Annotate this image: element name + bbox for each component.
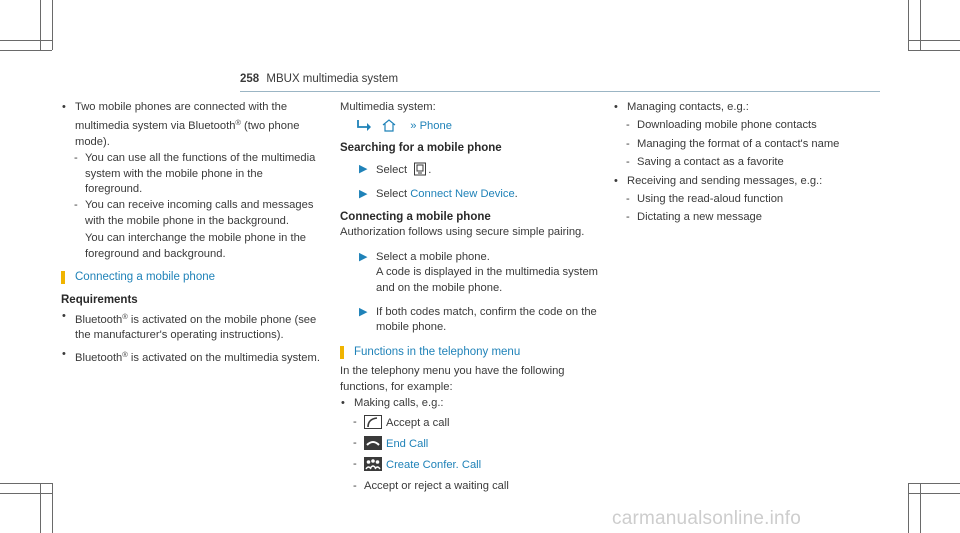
crop-mark — [920, 483, 921, 533]
crop-mark — [0, 50, 52, 51]
crop-mark — [40, 0, 41, 50]
step: ▶ Select a mobile phone. A code is displayed in the multimedia system and on the mobile phone. — [359, 250, 598, 294]
end-call-icon — [364, 436, 382, 450]
end-call-link[interactable]: End Call — [386, 437, 429, 450]
list-item: - End Call — [353, 436, 429, 450]
create-conference-link[interactable]: Create Confer. Call — [386, 459, 482, 472]
list-item: - Managing the format of a contact's name — [626, 137, 840, 150]
step-arrow-icon: ▶ — [359, 187, 368, 200]
crop-mark — [920, 0, 921, 50]
list-item: • Bluetooth® is activated on the multimedia system. — [61, 347, 323, 366]
nav-path — [340, 118, 602, 134]
page-header — [240, 73, 398, 85]
list-item: - Create Confer. Call — [353, 458, 482, 472]
crop-mark — [908, 483, 960, 484]
paragraph: In the telephony menu you have the following functions, for example: — [340, 365, 565, 393]
column-middle — [340, 100, 602, 494]
phone-search-icon — [413, 162, 427, 176]
step-arrow-icon: ▶ — [359, 306, 368, 319]
crop-mark — [40, 483, 41, 533]
subheading: Requirements — [61, 294, 138, 307]
nav-phone: Phone — [419, 120, 452, 133]
list-item: - Saving a contact as a favorite — [626, 156, 784, 169]
watermark: carmanualsonline.info — [612, 508, 802, 529]
crop-mark — [0, 493, 52, 494]
list-item: • Bluetooth® is activated on the mobile phone (see the manufacturer's operating instructions). — [61, 309, 323, 344]
step-arrow-icon: ▶ — [359, 250, 368, 263]
list-item: • Receiving and sending messages, e.g.: — [613, 174, 875, 189]
page-number: 258 — [240, 73, 260, 85]
crop-mark — [908, 483, 909, 533]
list-item: - Accept or reject a waiting call — [353, 479, 509, 492]
arrow-return-icon — [356, 118, 374, 132]
list-item: - You can receive incoming calls and messages with the mobile phone in the background. — [74, 199, 314, 227]
list-item: - Dictating a new message — [626, 211, 762, 224]
crop-mark — [0, 40, 52, 41]
double-chevron-icon: » — [410, 120, 417, 133]
list-item: - Accept a call — [353, 415, 450, 429]
step-arrow-icon: ▶ — [359, 163, 368, 176]
step: ▶ If both codes match, confirm the code on the mobile phone. — [359, 306, 597, 334]
list-item: - Using the read-aloud function — [626, 193, 784, 206]
crop-mark — [52, 0, 53, 50]
list-item: • Two mobile phones are connected with the multimedia system via Bluetooth® (two phone mode). — [61, 100, 323, 150]
paragraph: Authorization follows using secure simple pairing. — [340, 226, 585, 239]
step: ▶ Select . — [359, 163, 432, 177]
subheading: Searching for a mobile phone — [340, 141, 502, 154]
subheading: Connecting a mobile phone — [340, 211, 491, 224]
crop-mark — [908, 50, 960, 51]
header-rule — [240, 91, 880, 92]
list-item: • Making calls, e.g.: — [340, 396, 602, 411]
section-heading: Functions in the telephony menu — [340, 345, 602, 360]
crop-mark — [908, 0, 909, 50]
list-item: - Downloading mobile phone contacts — [626, 119, 817, 132]
column-left — [61, 100, 323, 366]
list-item: You can interchange the mobile phone in the foreground and background. — [85, 232, 307, 260]
crop-mark — [908, 493, 960, 494]
crop-mark — [0, 483, 52, 484]
home-icon — [381, 118, 397, 132]
accept-call-icon — [364, 415, 382, 429]
conference-call-icon — [364, 457, 382, 471]
list-item: - You can use all the functions of the multimedia system with the mobile phone in the foreground. — [74, 152, 316, 196]
connect-new-device-link[interactable]: Connect New Device — [410, 187, 515, 200]
list-item: • Managing contacts, e.g.: — [613, 100, 875, 115]
step: ▶ Select Connect New Device. — [340, 187, 602, 202]
crop-mark — [908, 40, 960, 41]
nav-label: Multimedia system: — [340, 101, 436, 113]
section-heading: Connecting a mobile phone — [61, 270, 323, 285]
crop-mark — [52, 483, 53, 533]
column-right — [613, 100, 875, 226]
page-title: MBUX multimedia system — [266, 73, 399, 85]
